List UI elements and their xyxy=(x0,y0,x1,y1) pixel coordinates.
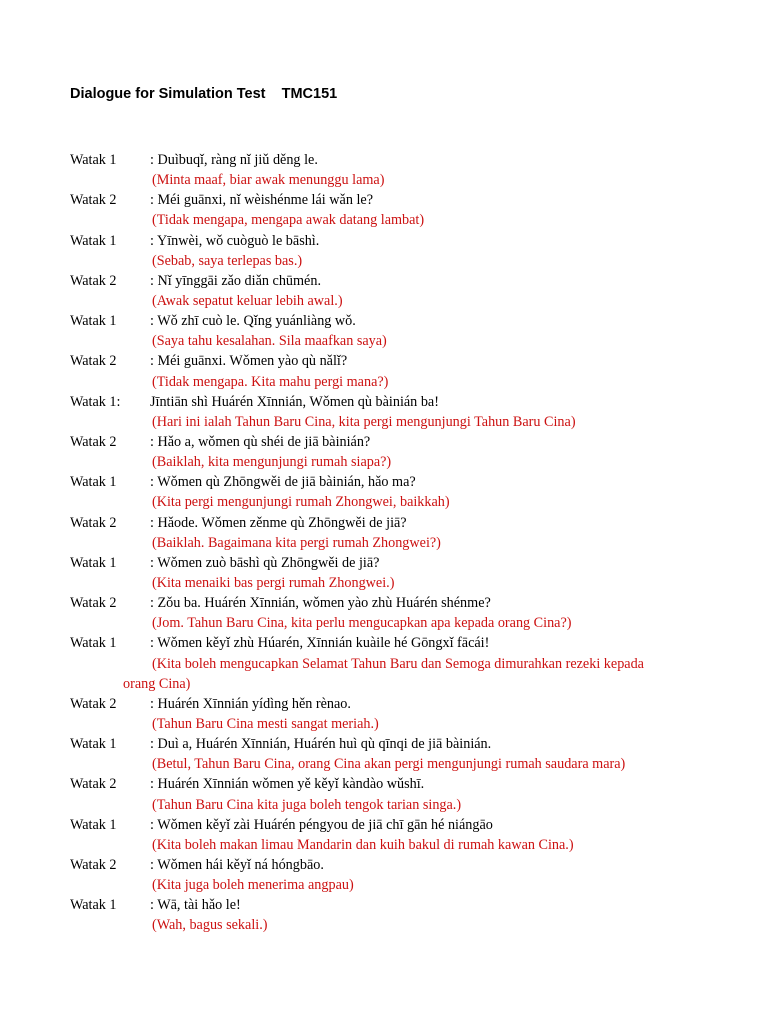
dialogue-entry xyxy=(70,392,730,432)
speaker-label: Watak 2 xyxy=(70,776,117,793)
pinyin-utterance: : Wǒmen kěyǐ zài Huárén péngyou de jiā chī gān hé niángāo xyxy=(150,816,493,833)
dialogue-entry xyxy=(70,694,730,734)
dialogue-entry xyxy=(70,150,730,190)
pinyin-utterance: : Wǒmen zuò bāshì qù Zhōngwěi de jiā? xyxy=(150,554,380,571)
pinyin-utterance: : Wǒ zhī cuò le. Qǐng yuánliàng wǒ. xyxy=(150,313,356,330)
malay-translation: (Tahun Baru Cina kita juga boleh tengok tarian singa.) xyxy=(152,796,462,813)
dialogue-line xyxy=(70,815,730,835)
dialogue-line xyxy=(70,311,730,331)
speaker-label: Watak 1 xyxy=(70,313,117,330)
speaker-label: Watak 1 xyxy=(70,816,117,833)
speaker-label: Watak 1 xyxy=(70,152,117,168)
pinyin-utterance: Jīntiān shì Huárén Xīnnián, Wǒmen qù bàinián ba! xyxy=(150,393,439,410)
speaker-label: Watak 1 xyxy=(70,474,117,491)
speaker-label: Watak 2 xyxy=(70,595,117,612)
speaker-label: Watak 2 xyxy=(70,856,117,873)
malay-translation: (Baiklah, kita mengunjungi rumah siapa?) xyxy=(152,454,392,471)
malay-translation: (Betul, Tahun Baru Cina, orang Cina akan pergi mengunjungi rumah saudara mara) xyxy=(152,756,626,773)
speaker-label: Watak 1 xyxy=(70,635,117,652)
dialogue-entry xyxy=(70,351,730,391)
dialogue-entry xyxy=(70,553,730,593)
dialogue-line xyxy=(70,432,730,452)
pinyin-utterance: : Duìbuqǐ, ràng nǐ jiǔ děng le. xyxy=(150,152,318,168)
pinyin-utterance: : Wǒmen qù Zhōngwěi de jiā bàinián, hǎo ma? xyxy=(150,474,416,491)
speaker-label: Watak 1 xyxy=(70,232,117,249)
dialogue-line xyxy=(70,392,730,412)
pinyin-utterance: : Huárén Xīnnián yídìng hěn rènao. xyxy=(150,695,351,712)
malay-translation: (Kita juga boleh menerima angpau) xyxy=(152,877,354,894)
speaker-label: Watak 2 xyxy=(70,272,117,289)
dialogue-line xyxy=(70,190,730,210)
dialogue-entry xyxy=(70,311,730,351)
pinyin-utterance: : Huárén Xīnnián wǒmen yě kěyǐ kàndào wǔshī. xyxy=(150,776,425,793)
malay-translation: (Kita menaiki bas pergi rumah Zhongwei.) xyxy=(152,574,395,591)
dialogue-line xyxy=(70,593,730,613)
dialogue-line xyxy=(70,895,730,915)
speaker-label: Watak 1: xyxy=(70,393,121,410)
pinyin-utterance: : Hǎo a, wǒmen qù shéi de jiā bàinián? xyxy=(150,433,371,450)
speaker-label: Watak 2 xyxy=(70,433,117,450)
dialogue-line xyxy=(70,513,730,533)
dialogue-entry xyxy=(70,472,730,512)
malay-translation: (Tidak mengapa, mengapa awak datang lambat) xyxy=(152,212,425,229)
pinyin-utterance: : Nǐ yīnggāi zǎo diǎn chūmén. xyxy=(150,272,321,289)
pinyin-utterance: : Méi guānxi, nǐ wèishénme lái wǎn le? xyxy=(150,192,373,209)
dialogue-line xyxy=(70,472,730,492)
dialogue-entry xyxy=(70,593,730,633)
speaker-label: Watak 1 xyxy=(70,736,117,753)
malay-translation: (Tahun Baru Cina mesti sangat meriah.) xyxy=(152,715,379,732)
malay-translation: (Kita boleh mengucapkan Selamat Tahun Baru dan Semoga dimurahkan rezeki kepada xyxy=(152,655,644,672)
malay-translation: (Sebab, saya terlepas bas.) xyxy=(152,252,303,269)
malay-translation: (Baiklah. Bagaimana kita pergi rumah Zhongwei?) xyxy=(152,534,441,551)
speaker-label: Watak 2 xyxy=(70,353,117,370)
document-title: Dialogue for Simulation Test TMC151 xyxy=(70,86,338,102)
malay-translation: (Awak sepatut keluar lebih awal.) xyxy=(152,292,343,309)
dialogue-line xyxy=(70,734,730,754)
dialogue-line xyxy=(70,633,730,653)
dialogue-line xyxy=(70,694,730,714)
pinyin-utterance: : Wā, tài hǎo le! xyxy=(150,897,241,914)
dialogue-entry xyxy=(70,271,730,311)
dialogue-list xyxy=(70,150,730,935)
dialogue-entry xyxy=(70,815,730,855)
dialogue-entry xyxy=(70,513,730,553)
dialogue-entry xyxy=(70,633,730,693)
pinyin-utterance: : Wǒmen hái kěyǐ ná hóngbāo. xyxy=(150,856,324,873)
speaker-label: Watak 1 xyxy=(70,554,117,571)
dialogue-entry xyxy=(70,895,730,935)
dialogue-line xyxy=(70,553,730,573)
dialogue-line xyxy=(70,351,730,371)
pinyin-utterance: : Méi guānxi. Wǒmen yào qù nǎlǐ? xyxy=(150,353,348,370)
speaker-label: Watak 2 xyxy=(70,192,117,209)
dialogue-line xyxy=(70,774,730,794)
dialogue-entry xyxy=(70,734,730,774)
malay-translation: (Kita boleh makan limau Mandarin dan kuih bakul di rumah kawan Cina.) xyxy=(152,836,574,853)
dialogue-entry xyxy=(70,231,730,271)
dialogue-entry xyxy=(70,432,730,472)
pinyin-utterance: : Duì a, Huárén Xīnnián, Huárén huì qù qīnqi de jiā bàinián. xyxy=(150,736,492,753)
malay-translation: (Kita pergi mengunjungi rumah Zhongwei, baikkah) xyxy=(152,494,450,511)
pinyin-utterance: : Hǎode. Wǒmen zěnme qù Zhōngwěi de jiā? xyxy=(150,514,407,531)
malay-translation: (Tidak mengapa. Kita mahu pergi mana?) xyxy=(152,373,389,390)
pinyin-utterance: : Yīnwèi, wǒ cuòguò le bāshì. xyxy=(150,232,320,249)
dialogue-entry xyxy=(70,855,730,895)
speaker-label: Watak 2 xyxy=(70,514,117,531)
malay-translation: (Jom. Tahun Baru Cina, kita perlu mengucapkan apa kepada orang Cina?) xyxy=(152,615,572,632)
dialogue-line xyxy=(70,231,730,251)
malay-translation: (Wah, bagus sekali.) xyxy=(152,917,268,934)
pinyin-utterance: : Zǒu ba. Huárén Xīnnián, wǒmen yào zhù Huárén shénme? xyxy=(150,595,491,612)
malay-translation: (Minta maaf, biar awak menunggu lama) xyxy=(152,172,385,189)
dialogue-entry xyxy=(70,774,730,814)
pinyin-utterance: : Wǒmen kěyǐ zhù Húarén, Xīnnián kuàile hé Gōngxǐ fācái! xyxy=(150,635,490,652)
dialogue-line xyxy=(70,150,730,170)
dialogue-line xyxy=(70,855,730,875)
dialogue-entry xyxy=(70,190,730,230)
speaker-label: Watak 1 xyxy=(70,897,117,914)
dialogue-line xyxy=(70,271,730,291)
speaker-label: Watak 2 xyxy=(70,695,117,712)
malay-translation: (Saya tahu kesalahan. Sila maafkan saya) xyxy=(152,333,387,350)
malay-translation: (Hari ini ialah Tahun Baru Cina, kita pergi mengunjungi Tahun Baru Cina) xyxy=(152,413,576,430)
malay-translation-continued: orang Cina) xyxy=(123,675,191,692)
